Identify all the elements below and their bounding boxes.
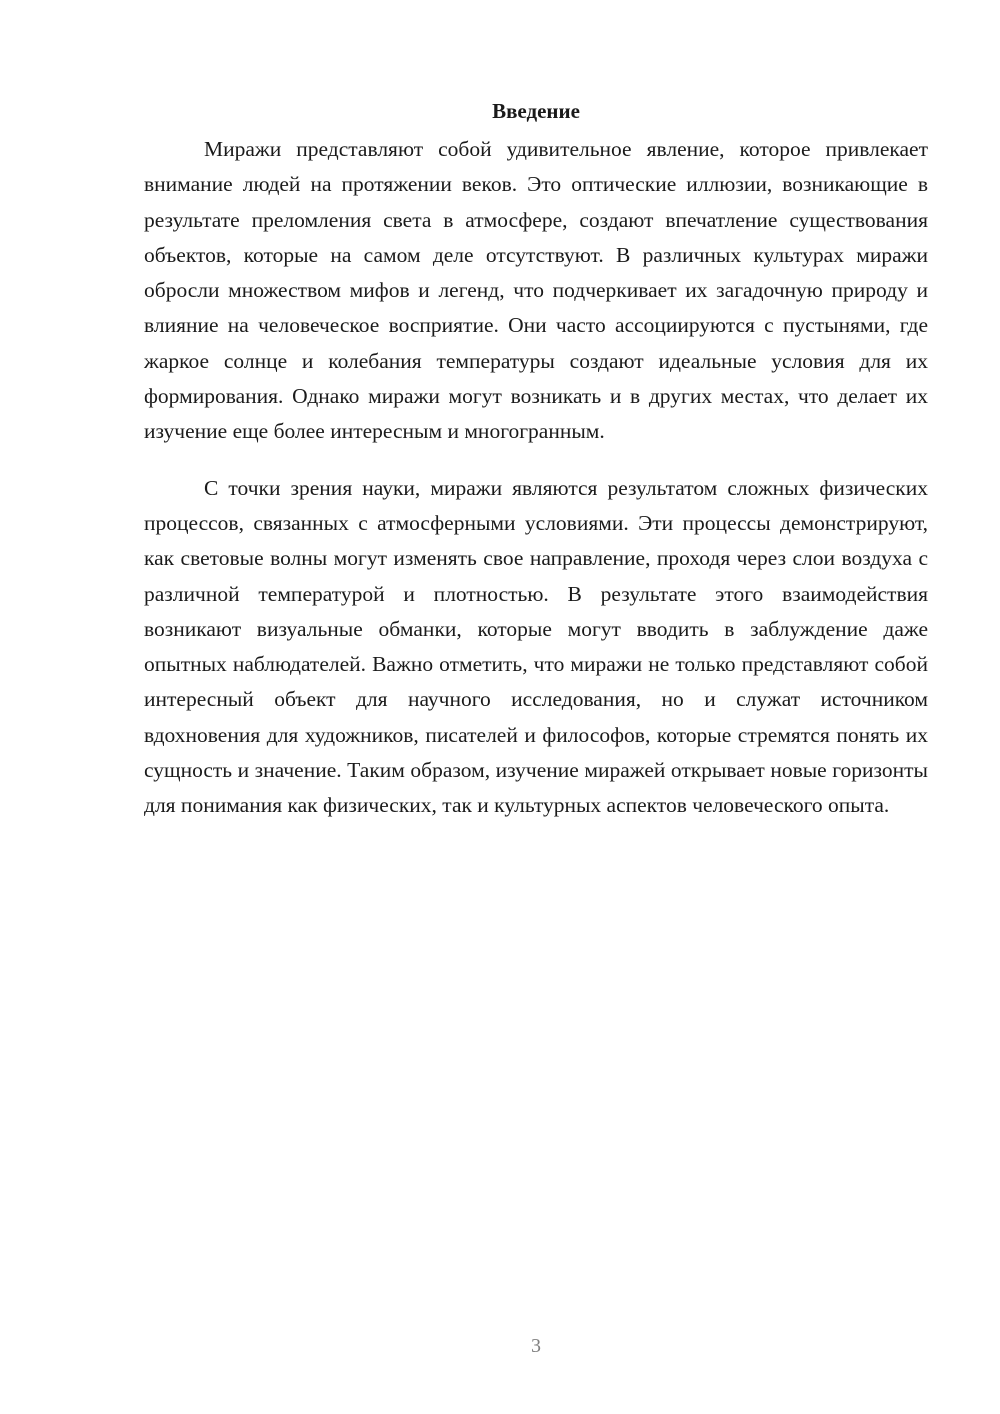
page-content	[144, 96, 928, 824]
section-title: Введение	[492, 99, 580, 123]
page-number: 3	[531, 1335, 541, 1357]
paragraph-2: С точки зрения науки, миражи являются результатом сложных физических процессов, связанных с атмосферными условиями. Эти процессы демонстрируют, как световые волны могут изменять свое направление, проходя через слои воздуха с различной температурой и плотностью. В результате этого взаимодействия возникают визуальные обманки, которые могут вводить в заблуждение даже опытных наблюдателей. Важно отметить, что миражи не только представляют собой интересный объект для научного исследования, но и служат источником вдохновения для художников, писателей и философов, которые стремятся понять их сущность и значение. Таким образом, изучение миражей открывает новые горизонты для понимания как физических, так и культурных аспектов человеческого опыта.	[144, 475, 928, 818]
paragraph-1: Миражи представляют собой удивительное явление, которое привлекает внимание людей на протяжении веков. Это оптические иллюзии, возникающие в результате преломления света в атмосфере, создают впечатление существования объектов, которые на самом деле отсутствуют. В различных культурах миражи обросли множеством мифов и легенд, что подчеркивает их загадочную природу и влияние на человеческое восприятие. Они часто ассоциируются с пустынями, где жаркое солнце и колебания температуры создают идеальные условия для их формирования. Однако миражи могут возникать и в других местах, что делает их изучение еще более интересным и многогранным.	[144, 137, 928, 444]
